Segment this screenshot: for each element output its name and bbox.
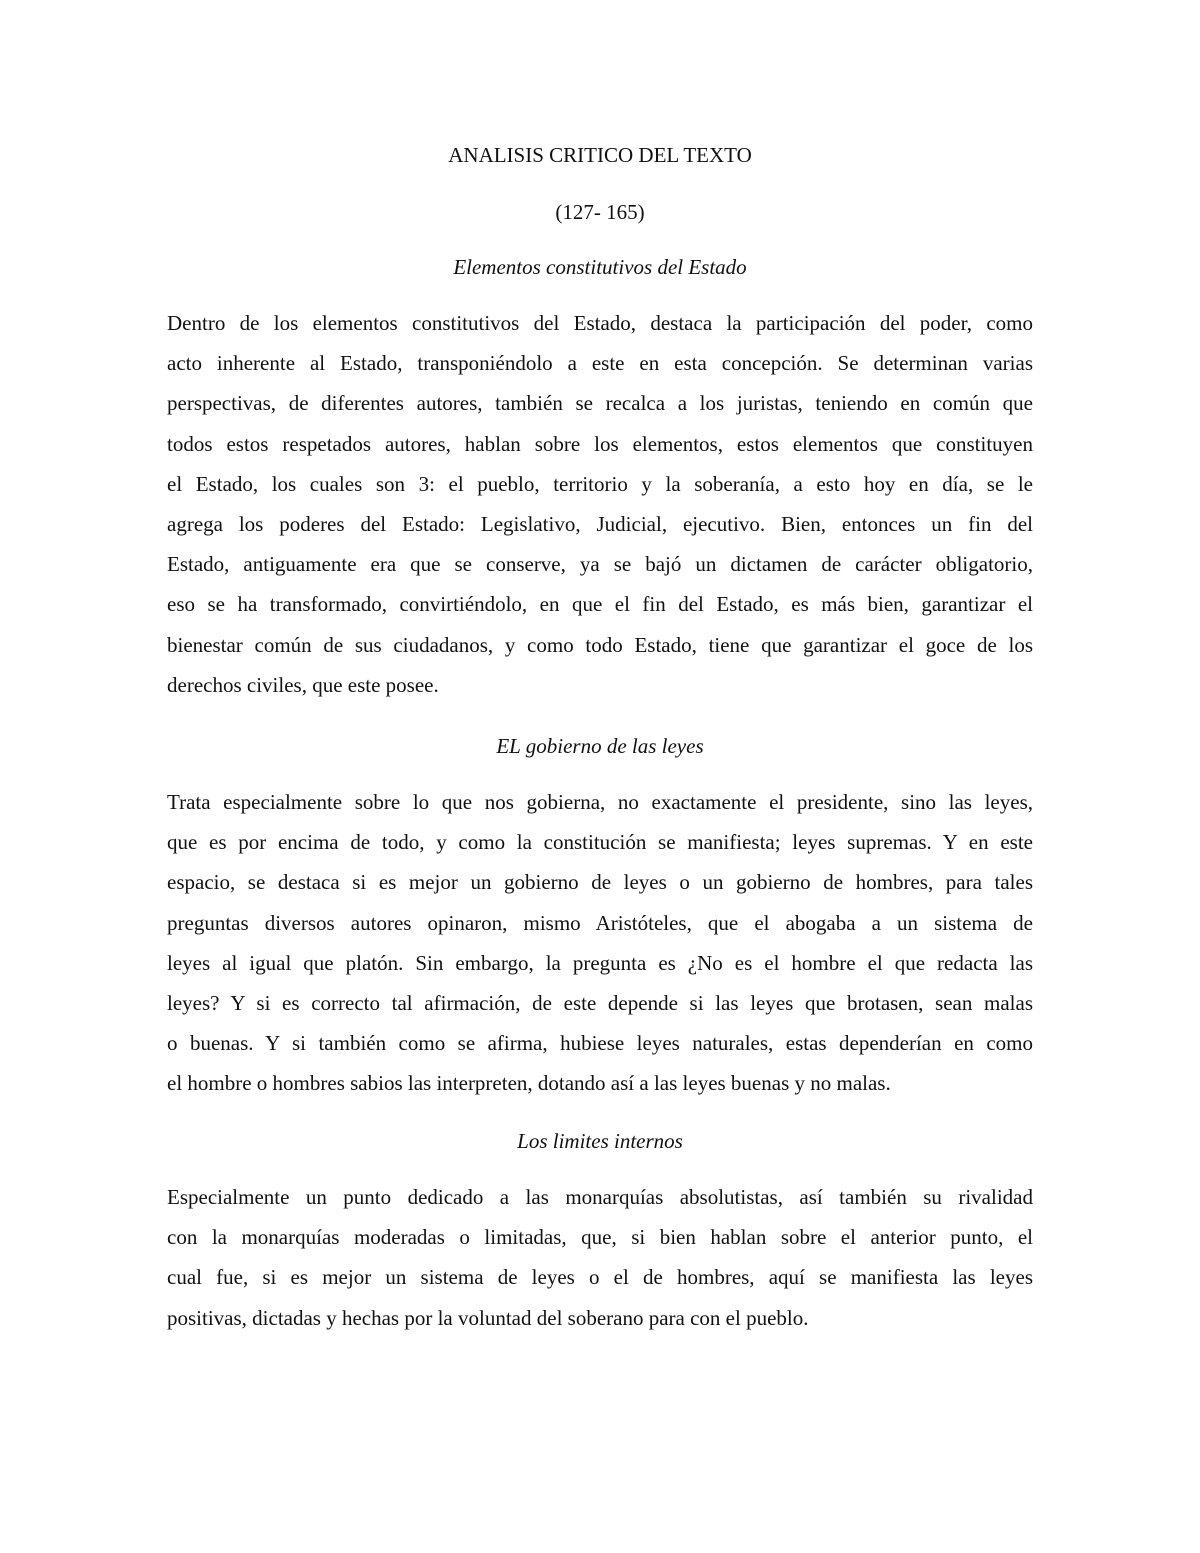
paragraph-line: Dentro de los elementos constitutivos del Estado, destaca la participación del poder, como <box>167 311 1033 335</box>
paragraph-line: que es por encima de todo, y como la constitución se manifiesta; leyes supremas. Y en este <box>167 830 1033 855</box>
section-paragraph-limites <box>167 1183 1033 1344</box>
paragraph-line: leyes? Y si es correcto tal afirmación, de este depende si las leyes que brotasen, sean malas <box>167 990 1033 1015</box>
section-paragraph-gobierno <box>167 788 1033 1110</box>
paragraph-line: espacio, se destaca si es mejor un gobierno de leyes o un gobierno de hombres, para tales <box>167 870 1033 895</box>
paragraph-line: derechos civiles, que este posee. <box>167 672 439 697</box>
paragraph-line: bienestar común de sus ciudadanos, y como todo Estado, tiene que garantizar el goce de los <box>167 632 1033 657</box>
paragraph-line: Especialmente un punto dedicado a las monarquías absolutistas, así también su rivalidad <box>167 1185 1033 1209</box>
paragraph-line: todos estos respetados autores, hablan sobre los elementos, estos elementos que constituyen <box>167 431 1033 456</box>
section-heading-limites: Los limites internos <box>517 1129 683 1153</box>
paragraph-line: cual fue, si es mejor un sistema de leyes o el de hombres, aquí se manifiesta las leyes <box>167 1265 1033 1290</box>
paragraph-line: agrega los poderes del Estado: Legislativo, Judicial, ejecutivo. Bien, entonces un fin del <box>167 511 1033 536</box>
section-heading-gobierno: EL gobierno de las leyes <box>496 734 704 758</box>
paragraph-line: Trata especialmente sobre lo que nos gobierna, no exactamente el presidente, sino las leyes, <box>167 790 1033 814</box>
paragraph-line: el hombre o hombres sabios las interpreten, dotando así a las leyes buenas y no malas. <box>167 1071 891 1096</box>
section-heading-elementos: Elementos constitutivos del Estado <box>453 255 747 279</box>
paragraph-line: con la monarquías moderadas o limitadas, que, si bien hablan sobre el anterior punto, el <box>167 1225 1033 1250</box>
paragraph-line: preguntas diversos autores opinaron, mismo Aristóteles, que el abogaba a un sistema de <box>167 910 1033 935</box>
paragraph-line: perspectivas, de diferentes autores, también se recalca a los juristas, teniendo en común que <box>167 391 1033 416</box>
document-title: ANALISIS CRITICO DEL TEXTO <box>448 143 752 167</box>
paragraph-line: positivas, dictadas y hechas por la voluntad del soberano para con el pueblo. <box>167 1305 809 1330</box>
paragraph-line: leyes al igual que platón. Sin embargo, la pregunta es ¿No es el hombre el que redacta las <box>167 950 1033 975</box>
page-range: (127- 165) <box>555 200 645 224</box>
paragraph-line: eso se ha transformado, convirtiéndolo, en que el fin del Estado, es más bien, garantizar el <box>167 592 1033 617</box>
section-paragraph-elementos <box>167 309 1033 711</box>
paragraph-line: el Estado, los cuales son 3: el pueblo, territorio y la soberanía, a esto hoy en día, se le <box>167 471 1033 496</box>
paragraph-line: acto inherente al Estado, transponiéndolo a este en esta concepción. Se determinan varias <box>167 351 1033 376</box>
paragraph-line: o buenas. Y si también como se afirma, hubiese leyes naturales, estas dependerían en como <box>167 1031 1033 1056</box>
paragraph-line: Estado, antiguamente era que se conserve, ya se bajó un dictamen de carácter obligatorio, <box>167 552 1033 577</box>
